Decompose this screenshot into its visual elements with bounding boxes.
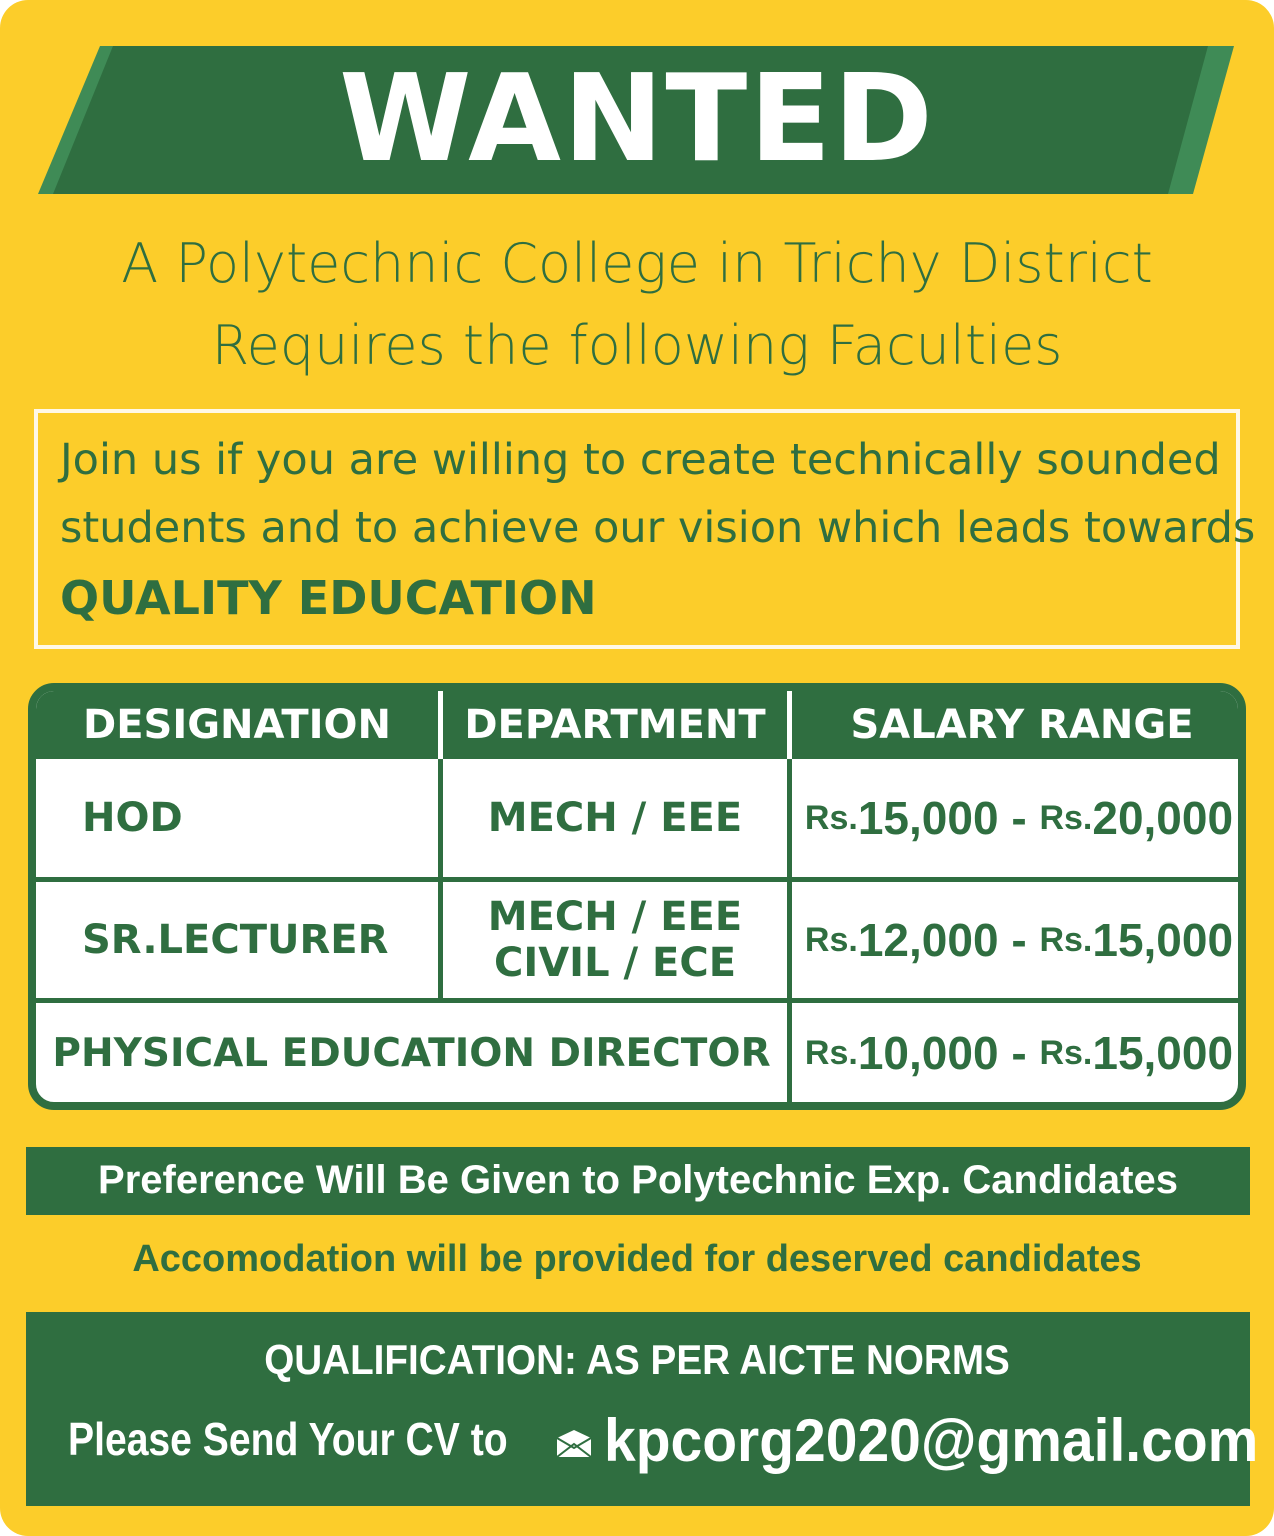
intro-line2: students and to achieve our vision which leads towards	[60, 503, 1256, 553]
divider	[787, 691, 790, 759]
subtitle-line1: A Polytechnic College in Trichy District	[121, 232, 1153, 295]
preference-note: Preference Will Be Given to Polytechnic Exp. Candidates	[26, 1147, 1250, 1215]
envelope-icon	[556, 1430, 592, 1458]
row3-salary: Rs. 10,000 - Rs. 15,000	[804, 1027, 1234, 1079]
intro-line1: Join us if you are willing to create technically sounded	[60, 435, 1221, 485]
row2-department: MECH / EEE CIVIL / ECE	[487, 894, 743, 986]
row1-designation: HOD	[82, 795, 183, 841]
header-department: DEPARTMENT	[443, 691, 787, 759]
header-salary: SALARY RANGE	[792, 691, 1246, 759]
row3-designation: PHYSICAL EDUCATION DIRECTOR	[52, 1030, 771, 1076]
row2-designation: SR.LECTURER	[82, 917, 389, 963]
qualification-text: QUALIFICATION: AS PER AICTE NORMS	[264, 1336, 1010, 1383]
header-designation: DESIGNATION	[36, 691, 438, 759]
subtitle-line2: Requires the following Faculties	[211, 314, 1063, 377]
banner-title: WANTED	[339, 50, 935, 189]
send-cv-label: Please Send Your CV to	[68, 1413, 508, 1465]
vacancy-table	[28, 683, 1246, 1110]
accommodation-note: Accomodation will be provided for deserved candidates	[132, 1238, 1142, 1280]
intro-box	[34, 409, 1256, 649]
email-address[interactable]: kpcorg2020@gmail.com	[604, 1407, 1259, 1474]
row2-salary: Rs. 12,000 - Rs. 15,000	[804, 914, 1234, 966]
intro-highlight: QUALITY EDUCATION	[60, 571, 597, 625]
row1-salary: Rs. 15,000 - Rs. 20,000	[804, 792, 1234, 844]
row1-department: MECH / EEE	[487, 795, 743, 841]
